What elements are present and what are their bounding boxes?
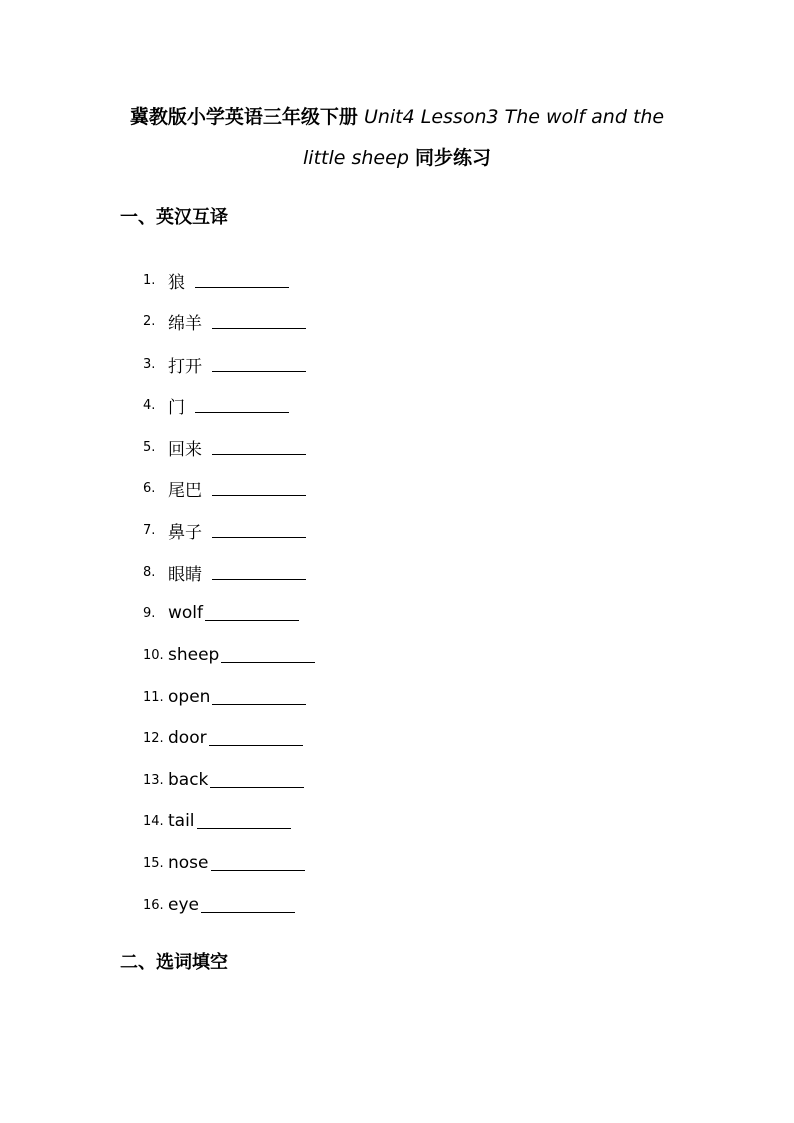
section-heading-fill-in: 二、选词填空 (120, 952, 228, 973)
answer-blank[interactable] (195, 411, 289, 413)
item-number: 2. (143, 313, 156, 329)
answer-blank[interactable] (201, 911, 295, 913)
item-term: door (168, 728, 207, 748)
answer-blank[interactable] (195, 286, 289, 288)
exercise-item (143, 476, 306, 500)
answer-blank[interactable] (210, 786, 304, 788)
exercise-item (143, 809, 291, 833)
exercise-item (143, 352, 306, 376)
item-number: 5. (143, 439, 156, 455)
item-number: 11. (143, 689, 164, 705)
item-number: 16. (143, 897, 164, 913)
exercise-item (143, 643, 315, 667)
exercise-item (143, 518, 306, 542)
exercise-item (143, 893, 295, 917)
item-term: 狼 (168, 272, 185, 293)
answer-blank[interactable] (212, 453, 306, 455)
item-term: wolf (168, 603, 204, 623)
item-number: 13. (143, 772, 164, 788)
item-term: 打开 (168, 356, 202, 377)
answer-blank[interactable] (212, 536, 306, 538)
title-chinese: 冀教版小学英语三年级下册 (129, 106, 358, 128)
exercise-item (143, 560, 306, 584)
answer-blank[interactable] (197, 827, 291, 829)
item-number: 1. (143, 272, 156, 288)
item-number: 8. (143, 564, 156, 580)
item-number: 9. (143, 605, 156, 621)
item-number: 14. (143, 813, 164, 829)
item-term: nose (168, 853, 209, 873)
exercise-item (143, 851, 305, 875)
exercise-item (143, 768, 304, 792)
item-term: eye (168, 895, 199, 915)
answer-blank[interactable] (212, 494, 306, 496)
document-title-line-2 (0, 146, 794, 170)
exercise-item (143, 393, 289, 417)
answer-blank[interactable] (212, 578, 306, 580)
answer-blank[interactable] (221, 661, 315, 663)
title-subtitle: 同步练习 (414, 147, 491, 169)
exercise-item (143, 601, 299, 625)
answer-blank[interactable] (212, 703, 306, 705)
answer-blank[interactable] (205, 619, 299, 621)
item-number: 4. (143, 397, 156, 413)
item-term: tail (168, 811, 195, 831)
item-number: 6. (143, 480, 156, 496)
title-english-cont: little sheep (303, 147, 409, 169)
item-term: 回来 (168, 439, 202, 460)
item-term: sheep (168, 645, 220, 665)
title-english: Unit4 Lesson3 The wolf and the (363, 106, 665, 128)
answer-blank[interactable] (209, 744, 303, 746)
item-number: 15. (143, 855, 164, 871)
item-number: 12. (143, 730, 164, 746)
item-term: open (168, 687, 211, 707)
answer-blank[interactable] (211, 869, 305, 871)
exercise-item (143, 685, 306, 709)
item-number: 10. (143, 647, 164, 663)
exercise-item (143, 726, 303, 750)
item-number: 3. (143, 356, 156, 372)
item-term: 绵羊 (168, 313, 202, 334)
item-term: 眼睛 (168, 564, 202, 585)
exercise-item (143, 268, 289, 292)
section-heading-translation: 一、英汉互译 (120, 207, 228, 228)
exercise-item (143, 309, 306, 333)
document-title-line-1 (0, 105, 794, 129)
answer-blank[interactable] (212, 370, 306, 372)
item-term: 鼻子 (168, 522, 202, 543)
item-number: 7. (143, 522, 156, 538)
answer-blank[interactable] (212, 327, 306, 329)
exercise-item (143, 435, 306, 459)
item-term: 门 (168, 397, 185, 418)
item-term: 尾巴 (168, 480, 202, 501)
item-term: back (168, 770, 209, 790)
